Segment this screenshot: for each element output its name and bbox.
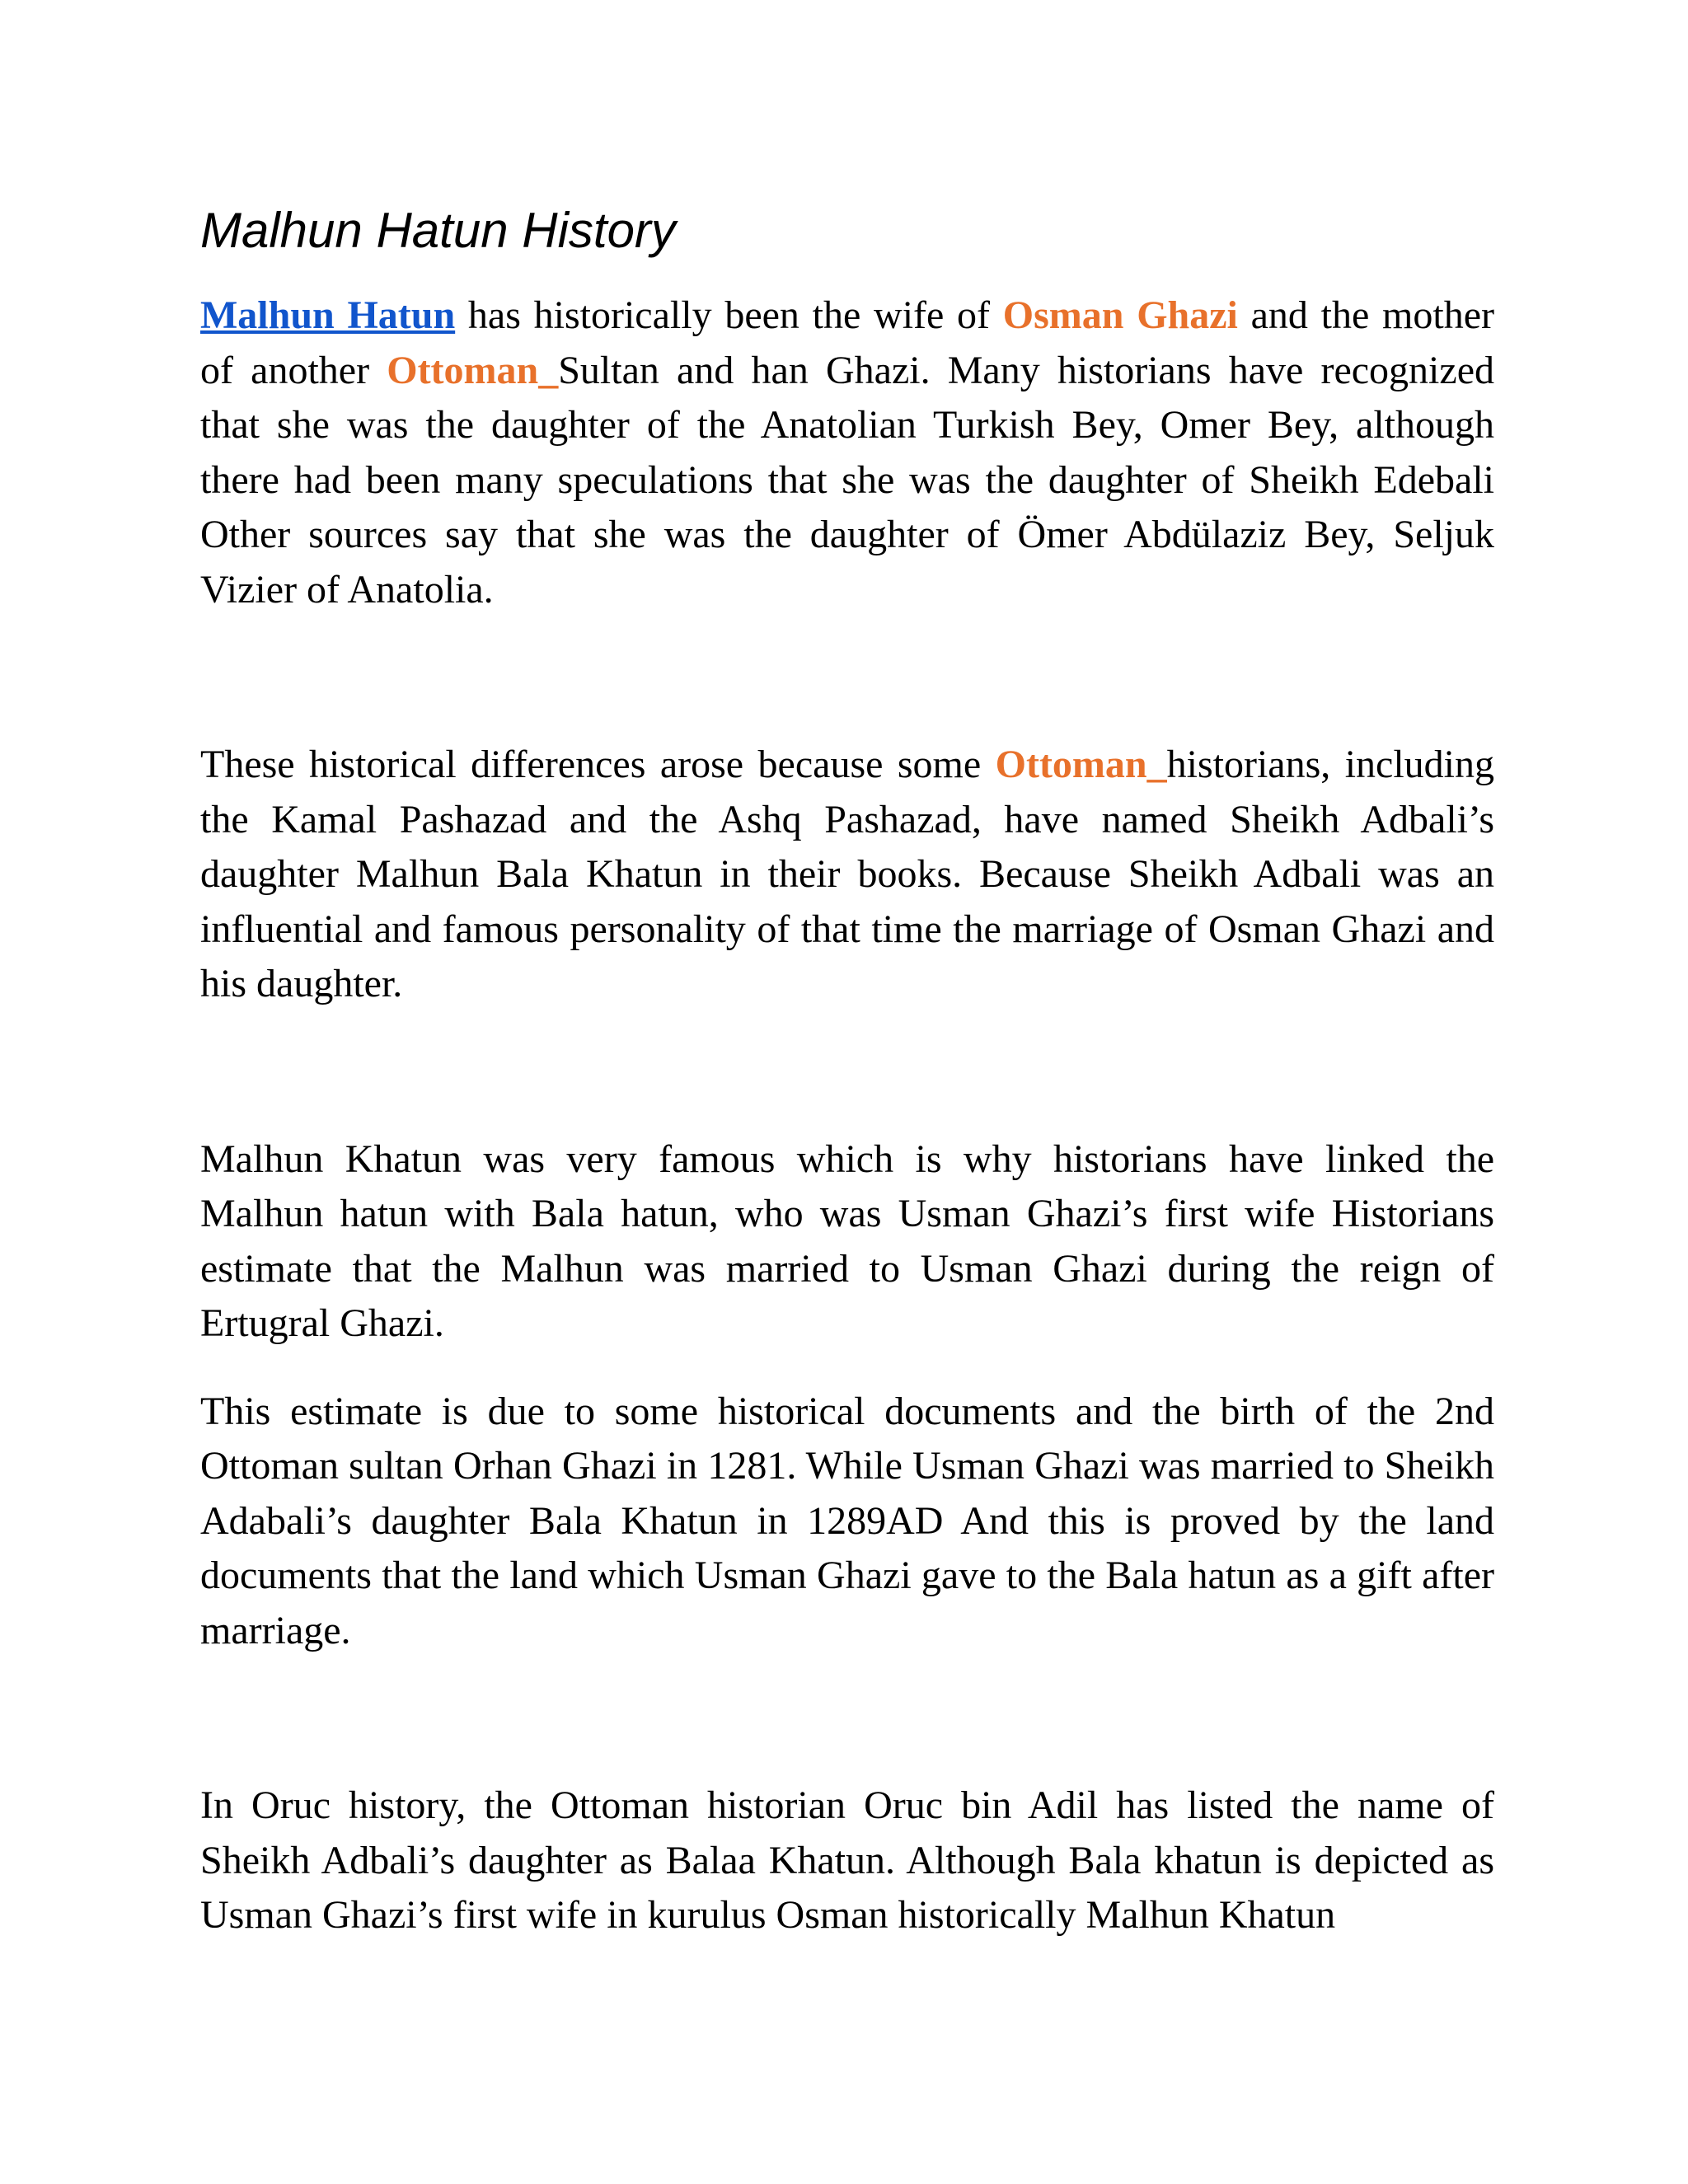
paragraph-2-text-2: historians, including the Kamal Pashazad and the Ashq Pashazad, have named Sheikh Adbali’s daughter Malhun Bala Khatun in their books. Because Sheikh Adbali was an influential and famous personality of that time the marriage of Osman Ghazi and his daughter. <box>200 743 1495 1005</box>
paragraph-2-text-1: These historical differences arose because some <box>200 743 996 786</box>
ottoman-highlight-2: Ottoman_ <box>995 743 1167 786</box>
paragraph-1-text-3: Sultan and han Ghazi. Many historians have recognized that she was the daughter of the Anatolian Turkish Bey, Omer Bey, although there had been many speculations that she was the daughter of Sheikh Edebali Other sources say that she was the daughter of Ömer Abdülaziz Bey, Seljuk Vizier of Anatolia. <box>200 348 1494 612</box>
document-title: Malhun Hatun History <box>200 203 676 258</box>
paragraph-2 <box>200 738 1494 1012</box>
paragraph-1 <box>200 288 1494 617</box>
osman-ghazi-highlight: Osman Ghazi <box>1002 293 1238 337</box>
paragraph-4: This estimate is due to some historical documents and the birth of the 2nd Ottoman sultan Orhan Ghazi in 1281. While Usman Ghazi was married to Sheikh Adabali’s daughter Bala Khatun in 1289AD And this is proved by the land documents that the land which Usman Ghazi gave to the Bala hatun as a gift after marriage. <box>200 1389 1494 1652</box>
document-page <box>200 198 1494 1943</box>
paragraph-3: Malhun Khatun was very famous which is why historians have linked the Malhun hatun with Bala hatun, who was Usman Ghazi’s first wife Historians estimate that the Malhun was married to Usman Ghazi during the reign of Ertugral Ghazi. <box>200 1137 1494 1345</box>
malhun-hatun-link[interactable]: Malhun Hatun <box>200 293 456 337</box>
paragraph-5: In Oruc history, the Ottoman historian Oruc bin Adil has listed the name of Sheikh Adbali’s daughter as Balaa Khatun. Although Bala khatun is depicted as Usman Ghazi’s first wife in kurulus Osman historically Malhun Khatun <box>200 1783 1494 1937</box>
paragraph-1-text-2: and the mother of another <box>200 293 1494 392</box>
paragraph-1-text-1: has historically been the wife of <box>455 293 1003 337</box>
ottoman-highlight-1: Ottoman_ <box>387 348 559 392</box>
